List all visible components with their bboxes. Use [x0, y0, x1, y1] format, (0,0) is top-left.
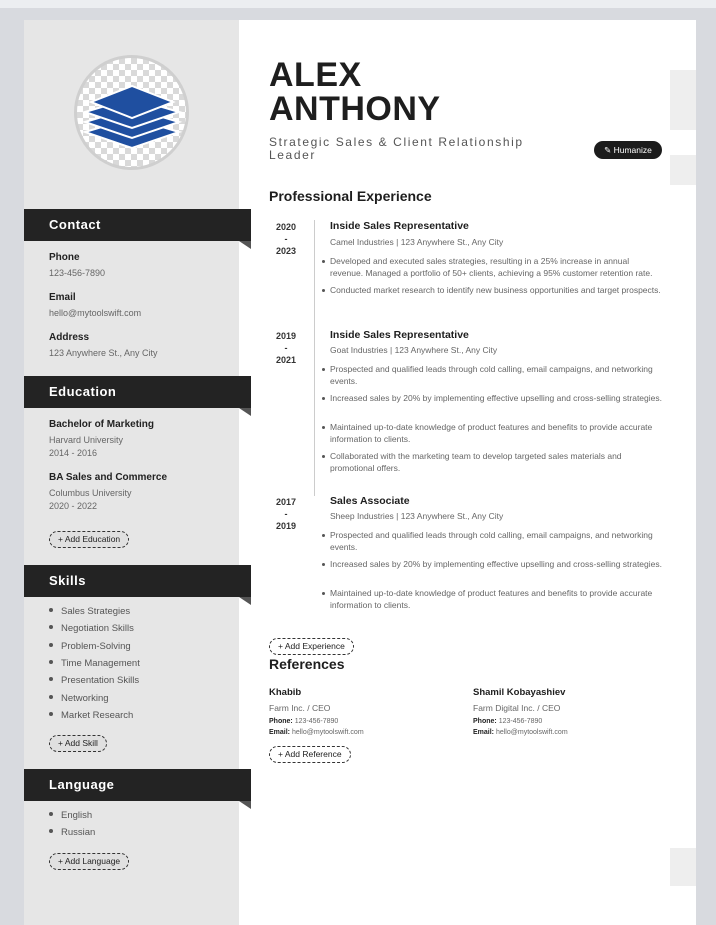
language-item: Russian [49, 827, 95, 838]
skill-item: Time Management [49, 658, 140, 669]
education-degree: Bachelor of Marketing [49, 419, 155, 430]
reference-email: Email: hello@mytoolswift.com [473, 729, 568, 736]
job-point: Prospected and qualified leads through cold calling, email campaigns, and networking events. [330, 529, 662, 553]
job-point: Increased sales by 20% by implementing effective upselling and cross-selling strategies. [330, 393, 662, 403]
add-experience-button[interactable]: + Add Experience [269, 638, 354, 655]
side-tab[interactable] [670, 848, 696, 886]
pencil-icon: ✎ [604, 145, 612, 155]
job-title: Sales Associate [330, 495, 410, 507]
resume-name: ALEX ANTHONY [269, 56, 441, 128]
job-point: Conducted market research to identify new business opportunities and target prospects. [330, 285, 661, 295]
reference-name: Shamil Kobayashiev [473, 687, 566, 698]
job-dates: 2020 - 2023 [275, 222, 297, 256]
side-tab[interactable] [670, 155, 696, 185]
job-title: Inside Sales Representative [330, 329, 469, 341]
timeline-line [314, 220, 315, 496]
resume-title: Strategic Sales & Client Relationship Leader [269, 135, 524, 162]
skill-item: Negotiation Skills [49, 623, 134, 634]
job-point: Developed and executed sales strategies, resulting in a 25% increase in annual revenue. Managed a portfolio of 50+ clients, achieving a 95% customer retention rate. [330, 255, 662, 279]
job-title: Inside Sales Representative [330, 220, 469, 232]
experience-heading: Professional Experience [269, 188, 432, 204]
job-point: Increased sales by 20% by implementing effective upselling and cross-selling strategies. [330, 559, 662, 569]
references-heading: References [269, 656, 345, 672]
education-years: 2020 - 2022 [49, 501, 98, 511]
job-point: Maintained up-to-date knowledge of product features and benefits to provide accurate information to clients. [330, 587, 662, 611]
reference-phone: Phone: 123-456-7890 [269, 718, 339, 725]
sidebar [24, 20, 239, 925]
job-point: Prospected and qualified leads through cold calling, email campaigns, and networking events. [330, 363, 662, 387]
reference-name: Khabib [269, 687, 302, 698]
skill-item: Presentation Skills [49, 675, 139, 686]
top-gap [0, 8, 716, 20]
skills-heading: Skills [24, 565, 251, 597]
email-value: hello@mytoolswift.com [49, 308, 142, 318]
education-years: 2014 - 2016 [49, 448, 98, 458]
avatar[interactable] [74, 55, 189, 170]
education-school: Columbus University [49, 488, 132, 498]
address-label: Address [49, 332, 90, 343]
education-degree: BA Sales and Commerce [49, 472, 168, 483]
resume-page [24, 20, 696, 925]
email-label: Email [49, 292, 76, 303]
job-company: Goat Industries | 123 Anywhere St., Any City [330, 345, 498, 355]
add-reference-button[interactable]: + Add Reference [269, 746, 351, 763]
job-point: Collaborated with the marketing team to develop targeted sales materials and promotional offers. [330, 450, 662, 474]
language-item: English [49, 810, 92, 821]
layers-logo-icon [77, 58, 187, 168]
job-company: Sheep Industries | 123 Anywhere St., Any City [330, 511, 504, 521]
reference-phone: Phone: 123-456-7890 [473, 718, 543, 725]
phone-label: Phone [49, 252, 80, 263]
job-dates: 2017 - 2019 [275, 497, 297, 531]
phone-value: 123-456-7890 [49, 268, 106, 278]
reference-role: Farm Digital Inc. / CEO [473, 703, 561, 713]
add-language-button[interactable]: + Add Language [49, 853, 129, 870]
skill-item: Sales Strategies [49, 606, 130, 617]
job-company: Camel Industries | 123 Anywhere St., Any City [330, 237, 504, 247]
contact-heading: Contact [24, 209, 251, 241]
language-heading: Language [24, 769, 251, 801]
side-tab[interactable] [670, 70, 696, 130]
education-school: Harvard University [49, 435, 124, 445]
skill-item: Networking [49, 693, 109, 704]
job-dates: 2019 - 2021 [275, 331, 297, 365]
reference-email: Email: hello@mytoolswift.com [269, 729, 364, 736]
add-skill-button[interactable]: + Add Skill [49, 735, 107, 752]
reference-role: Farm Inc. / CEO [269, 703, 331, 713]
job-point: Maintained up-to-date knowledge of product features and benefits to provide accurate information to clients. [330, 421, 662, 445]
humanize-button[interactable]: ✎ Humanize [594, 141, 662, 159]
education-heading: Education [24, 376, 251, 408]
skill-item: Market Research [49, 710, 133, 721]
skill-item: Problem-Solving [49, 641, 131, 652]
top-bar [0, 0, 716, 8]
add-education-button[interactable]: + Add Education [49, 531, 129, 548]
address-value: 123 Anywhere St., Any City [49, 348, 158, 358]
